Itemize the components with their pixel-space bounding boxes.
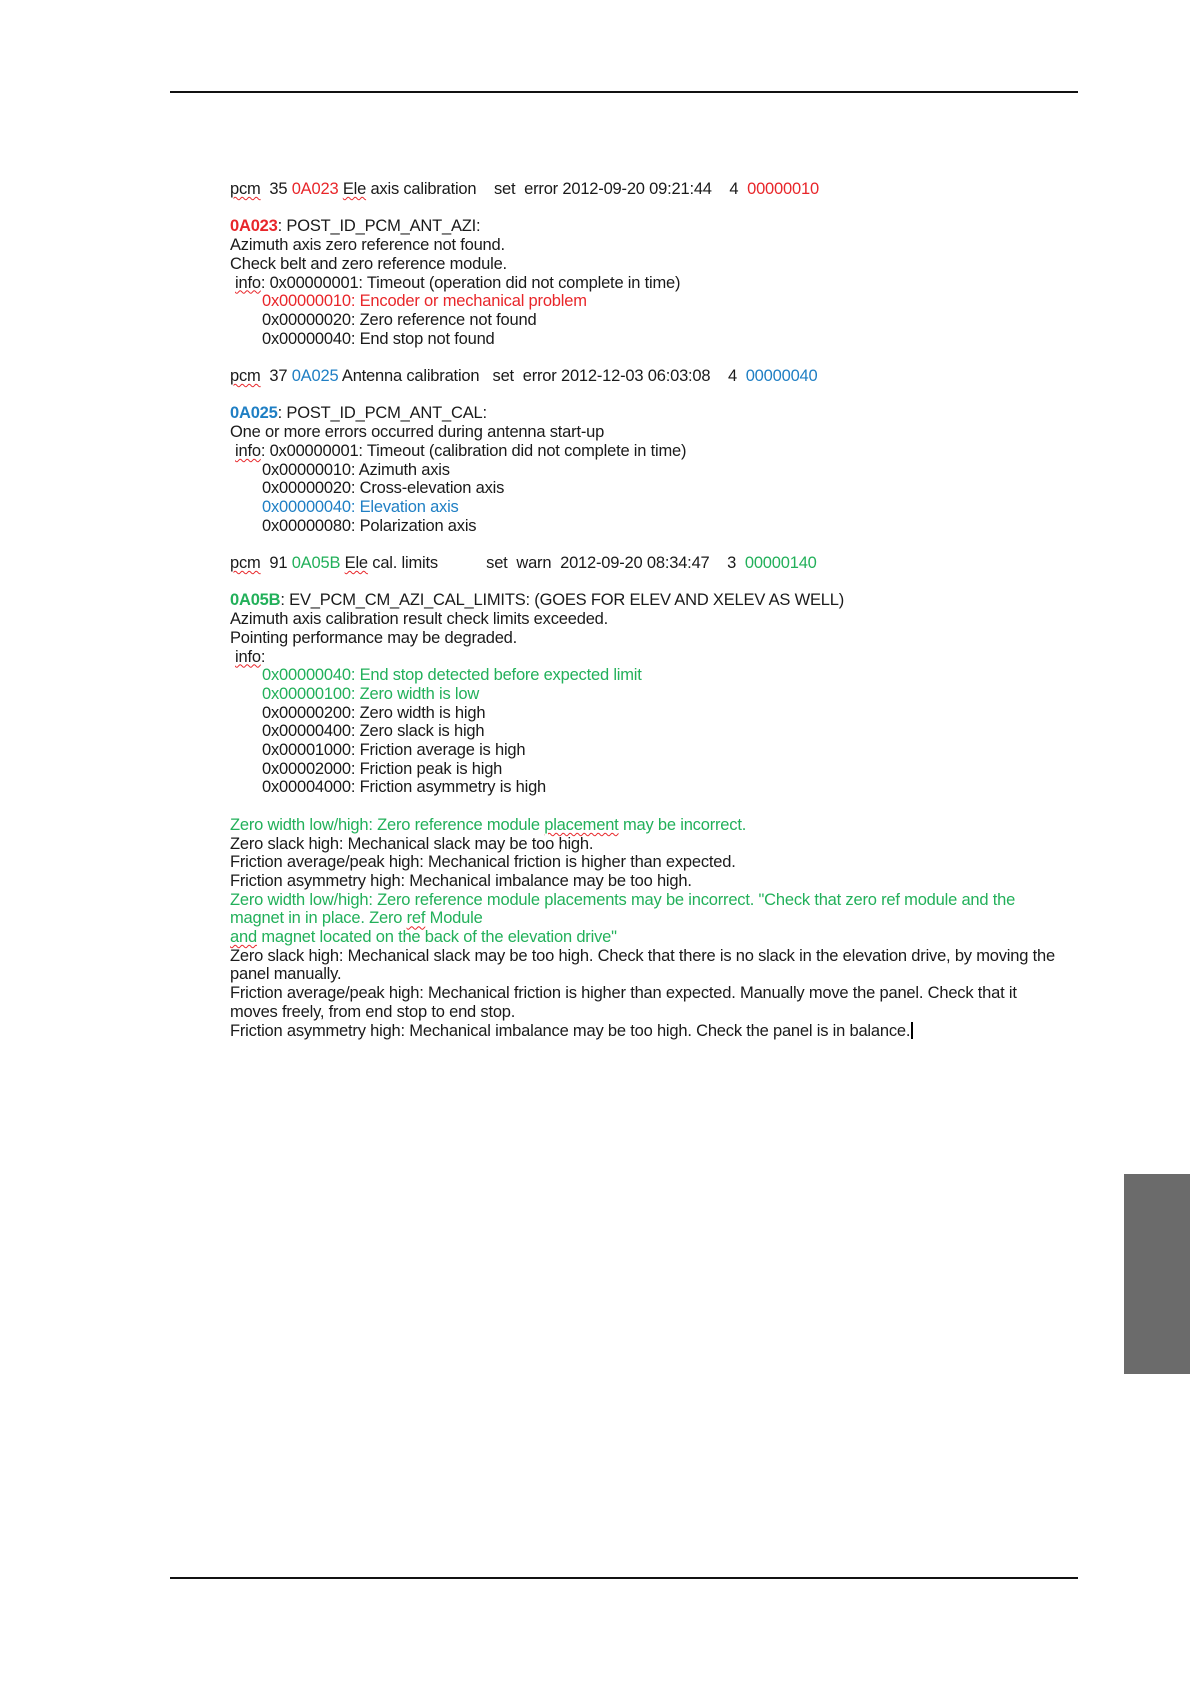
code-title-0a05b: 0A05B: EV_PCM_CM_AZI_CAL_LIMITS: (GOES FOR ELEV AND XELEV AS WELL) (230, 591, 845, 610)
text-cursor (911, 1022, 913, 1039)
info-item: 0x00000400: Zero slack is high (262, 722, 485, 741)
info-item-highlighted: 0x00000100: Zero width is low (262, 684, 480, 703)
note-line: Friction asymmetry high: Mechanical imbalance may be too high. (230, 871, 692, 890)
note-paragraph: Friction average/peak high: Mechanical friction is higher than expected. Manually move the panel. Check that it moves freely, from end stop to end stop. (230, 984, 1017, 1021)
note-line: Zero slack high: Mechanical slack may be too high. (230, 834, 594, 853)
info-item: 0x00000040: End stop not found (262, 329, 495, 348)
note-paragraph: Zero width low/high: Zero reference module placements may be incorrect. "Check that zero ref module and the magnet in in place. Zero ref Module (230, 890, 1016, 928)
note-line: and magnet located on the back of the elevation drive" (230, 928, 617, 947)
info-item-highlighted: 0x00000010: Encoder or mechanical problem (262, 292, 587, 311)
info-item: 0x00000080: Polarization axis (262, 516, 477, 535)
info-item: 0x00004000: Friction asymmetry is high (262, 778, 547, 797)
footer-rule (170, 1577, 1078, 1579)
info-item: 0x00002000: Friction peak is high (262, 759, 503, 778)
log-entry-0a05b: pcm 91 0A05B Ele cal. limits set warn 2012-09-20 08:34:47 3 00000140 (230, 554, 817, 572)
note-line: Friction asymmetry high: Mechanical imbalance may be too high. Check the panel is in balance. (230, 1022, 1060, 1041)
description-line: Azimuth axis zero reference not found. (230, 236, 505, 255)
header-rule (170, 91, 1078, 93)
description-line: Check belt and zero reference module. (230, 254, 507, 273)
info-line: info: 0x00000001: Timeout (operation did not complete in time) (235, 273, 681, 292)
log-entry-0a025: pcm 37 0A025 Antenna calibration set error 2012-12-03 06:03:08 4 00000040 (230, 367, 818, 385)
info-line: info: 0x00000001: Timeout (calibration did not complete in time) (235, 441, 687, 460)
info-item: 0x00000200: Zero width is high (262, 703, 486, 722)
code-title-0a023: 0A023: POST_ID_PCM_ANT_AZI: (230, 217, 481, 236)
info-item-highlighted: 0x00000040: Elevation axis (262, 497, 459, 516)
log-entry-0a023: pcm 35 0A023 Ele axis calibration set error 2012-09-20 09:21:44 4 00000010 (230, 180, 819, 198)
note-line: Friction average/peak high: Mechanical friction is higher than expected. (230, 853, 736, 872)
info-item: 0x00000010: Azimuth axis (262, 460, 450, 479)
note-paragraph: Zero slack high: Mechanical slack may be too high. Check that there is no slack in the elevation drive, by moving the panel manually. (230, 946, 1055, 984)
description-line: Azimuth axis calibration result check limits exceeded. (230, 610, 609, 629)
chapter-tab (1124, 1174, 1190, 1374)
info-line: info: (235, 647, 266, 666)
document-body (230, 180, 1060, 1040)
info-item: 0x00000020: Zero reference not found (262, 310, 537, 329)
info-item: 0x00001000: Friction average is high (262, 741, 526, 760)
info-item: 0x00000020: Cross-elevation axis (262, 479, 505, 498)
description-line: One or more errors occurred during antenna start-up (230, 423, 605, 442)
code-title-0a025: 0A025: POST_ID_PCM_ANT_CAL: (230, 404, 487, 423)
note-line: Zero width low/high: Zero reference module placement may be incorrect. (230, 815, 747, 834)
info-item-highlighted: 0x00000040: End stop detected before expected limit (262, 666, 642, 685)
description-line: Pointing performance may be degraded. (230, 628, 518, 647)
